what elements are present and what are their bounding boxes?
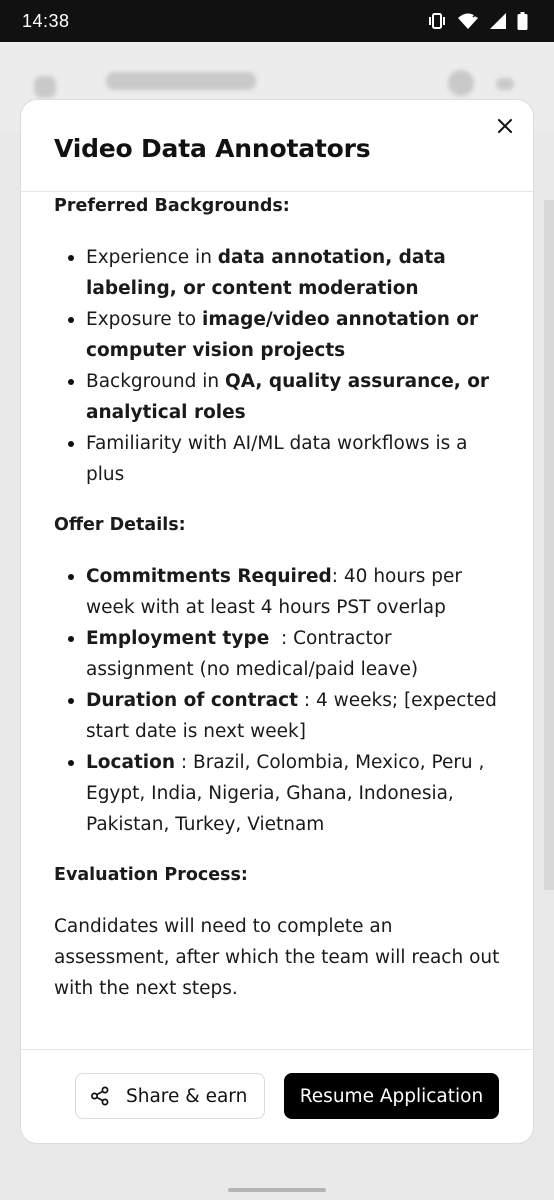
job-details-modal bbox=[21, 100, 533, 1143]
list-item: Employment type : Contractor assignment (no medical/paid leave) bbox=[54, 623, 504, 685]
background-blur bbox=[496, 78, 514, 90]
status-time: 14:38 bbox=[22, 10, 70, 31]
battery-icon bbox=[517, 12, 528, 30]
status-icons bbox=[427, 12, 528, 30]
preferred-backgrounds-list bbox=[54, 242, 504, 490]
list-item: Experience in data annotation, data labeling, or content moderation bbox=[54, 242, 504, 304]
gesture-nav-handle[interactable] bbox=[228, 1188, 326, 1192]
footer-divider bbox=[21, 1049, 533, 1050]
share-button-label: Share & earn bbox=[126, 1085, 248, 1107]
list-item: Commitments Required: 40 hours per week with at least 4 hours PST overlap bbox=[54, 561, 504, 623]
offer-details-list bbox=[54, 561, 504, 840]
signal-icon bbox=[489, 12, 507, 30]
modal-scroll-body[interactable] bbox=[21, 192, 533, 1048]
list-item: Background in QA, quality assurance, or analytical roles bbox=[54, 366, 504, 428]
background-blur bbox=[106, 72, 256, 90]
resume-application-button[interactable] bbox=[284, 1073, 499, 1119]
share-and-earn-button[interactable] bbox=[75, 1073, 265, 1119]
evaluation-process-text: Candidates will need to complete an assessment, after which the team will reach out with the next steps. bbox=[54, 916, 500, 999]
evaluation-process-heading: Evaluation Process: bbox=[54, 865, 248, 885]
background-app-content bbox=[544, 200, 554, 890]
resume-button-label: Resume Application bbox=[299, 1085, 484, 1107]
list-item: Exposure to image/video annotation or computer vision projects bbox=[54, 304, 504, 366]
list-item: Familiarity with AI/ML data workflows is a plus bbox=[54, 428, 504, 490]
close-icon bbox=[497, 118, 513, 134]
background-blur bbox=[34, 76, 56, 98]
status-bar bbox=[0, 0, 554, 42]
background-blur bbox=[448, 70, 474, 96]
preferred-backgrounds-heading: Preferred Backgrounds: bbox=[54, 196, 290, 216]
modal-title: Video Data Annotators bbox=[54, 134, 371, 163]
vibrate-icon bbox=[427, 12, 447, 30]
list-item: Duration of contract : 4 weeks; [expected start date is next week] bbox=[54, 685, 504, 747]
job-description bbox=[54, 192, 504, 1004]
list-item: Location : Brazil, Colombia, Mexico, Peru , Egypt, India, Nigeria, Ghana, Indonesia, Pakistan, Turkey, Vietnam bbox=[54, 747, 504, 840]
offer-details-heading: Offer Details: bbox=[54, 515, 186, 535]
close-button[interactable] bbox=[489, 110, 521, 142]
wifi-icon bbox=[457, 12, 479, 30]
share-icon bbox=[90, 1086, 110, 1106]
